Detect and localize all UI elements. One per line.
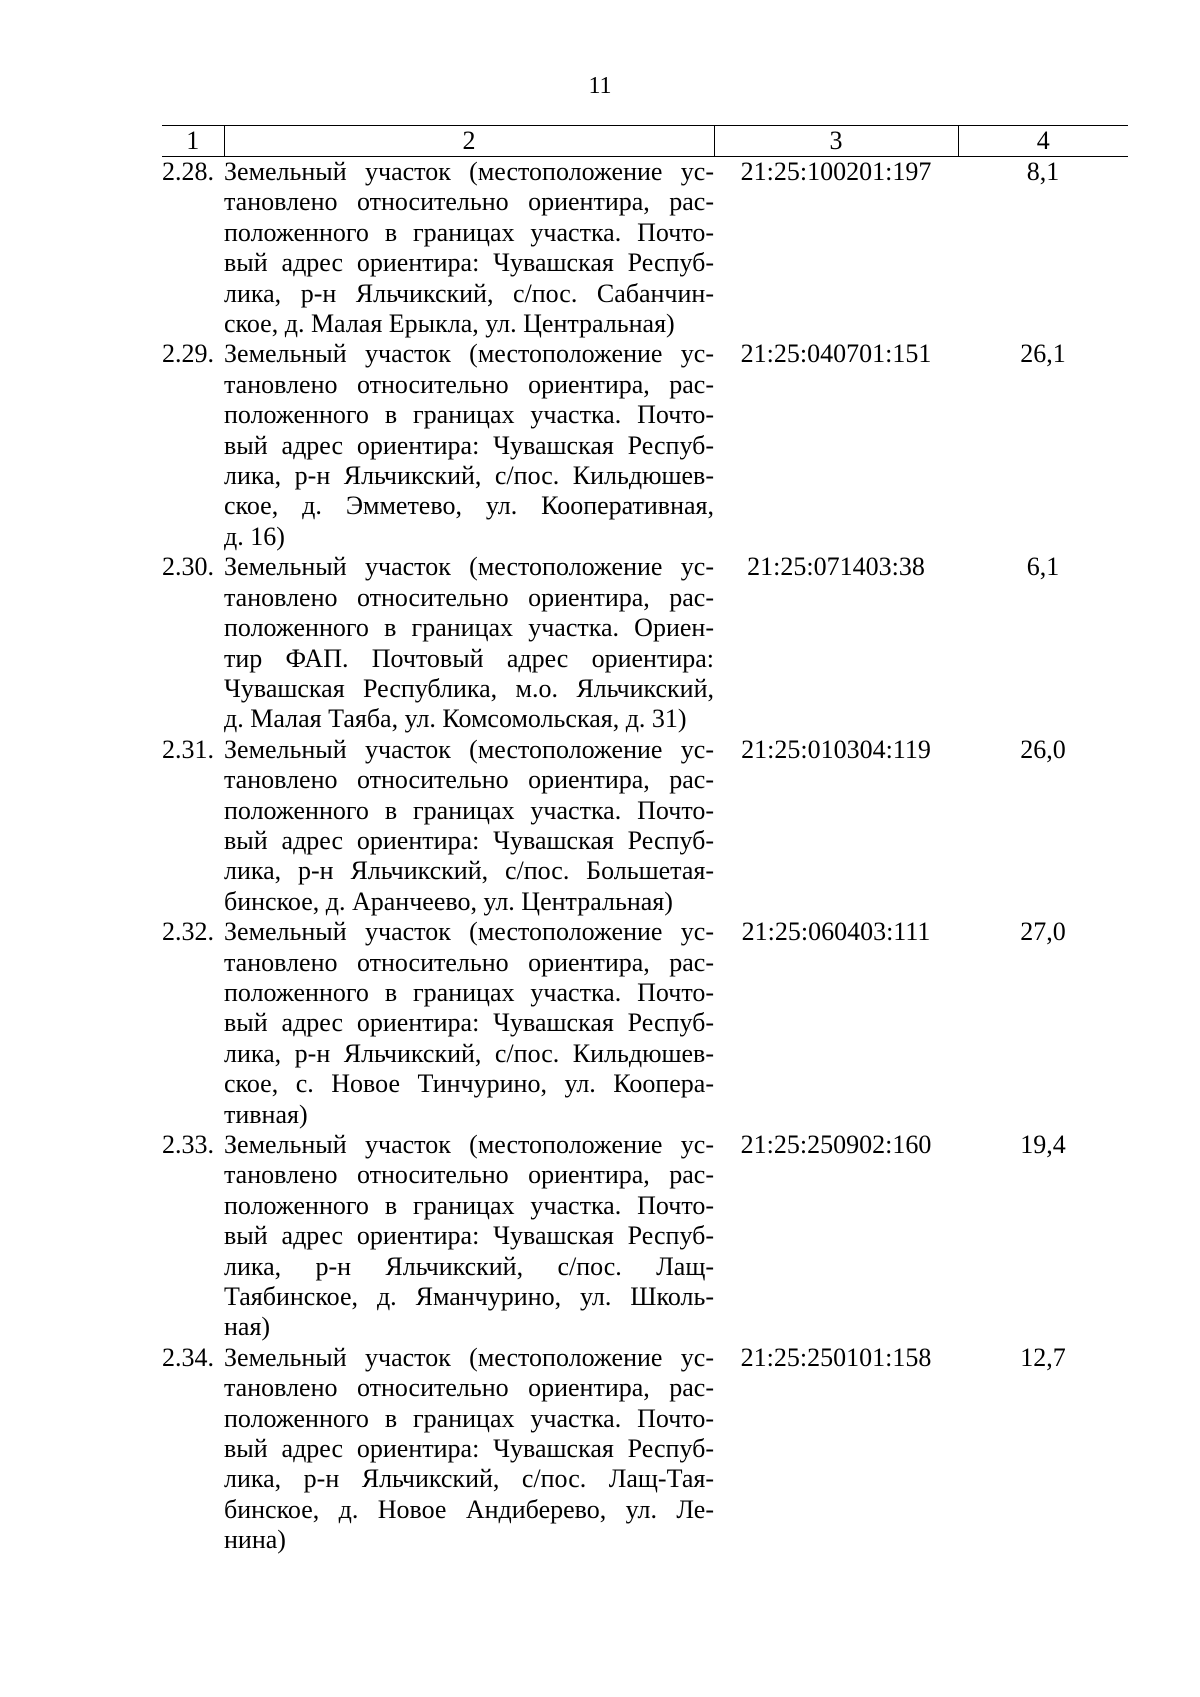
description-line: лика, р-н Яльчикский, с/пос. Лащ-Тая- bbox=[224, 1464, 714, 1494]
area-value: 26,1 bbox=[1020, 339, 1066, 369]
description-line: вый адрес ориентира: Чувашская Респуб- bbox=[224, 1221, 714, 1251]
description-line: вый адрес ориентира: Чувашская Респуб- bbox=[224, 1008, 714, 1038]
description-line: вый адрес ориентира: Чувашская Респуб- bbox=[224, 825, 714, 855]
description-line: ское, д. Эмметево, ул. Кооперативная, bbox=[224, 491, 714, 521]
description-line: тановлено относительно ориентира, рас- bbox=[224, 947, 714, 977]
table-row bbox=[162, 339, 1128, 552]
description-line: тановлено относительно ориентира, рас- bbox=[224, 369, 714, 399]
description-line: лика, р-н Яльчикский, с/пос. Кильдюшев- bbox=[224, 1038, 714, 1068]
cadastral-number: 21:25:060403:111 bbox=[741, 917, 931, 947]
description-line: Земельный участок (местоположение ус- bbox=[224, 1130, 714, 1159]
description-line: нина) bbox=[224, 1525, 286, 1555]
description-line: тановлено относительно ориентира, рас- bbox=[224, 1373, 714, 1403]
description-line: Земельный участок (местоположение ус- bbox=[224, 734, 714, 764]
description-line: тир ФАП. Почтовый адрес ориентира: bbox=[224, 643, 714, 673]
description-line: положенного в границах участка. Почто- bbox=[224, 400, 714, 430]
cadastral-number: 21:25:100201:197 bbox=[740, 157, 932, 186]
table-row bbox=[162, 917, 1128, 1130]
table-row bbox=[162, 735, 1128, 917]
description-line: тивная) bbox=[224, 1099, 308, 1129]
column-header-1: 1 bbox=[162, 126, 224, 157]
description-line: д. 16) bbox=[224, 521, 285, 551]
land-plots-table bbox=[162, 125, 1128, 1556]
item-number: 2.33. bbox=[162, 1130, 214, 1159]
plot-description bbox=[224, 552, 714, 734]
plot-description bbox=[224, 917, 714, 1130]
description-line: вый адрес ориентира: Чувашская Респуб- bbox=[224, 1434, 714, 1464]
plot-description bbox=[224, 1130, 714, 1343]
description-line: Чувашская Республика, м.о. Яльчикский, bbox=[224, 673, 714, 703]
description-line: положенного в границах участка. Ориен- bbox=[224, 613, 714, 643]
area-value: 12,7 bbox=[1020, 1342, 1066, 1372]
description-line: положенного в границах участка. Почто- bbox=[224, 1190, 714, 1220]
item-number: 2.32. bbox=[162, 917, 214, 947]
table-row bbox=[162, 552, 1128, 734]
description-line: лика, р-н Яльчикский, с/пос. Кильдюшев- bbox=[224, 461, 714, 491]
table-row bbox=[162, 1343, 1128, 1556]
description-line: вый адрес ориентира: Чувашская Респуб- bbox=[224, 248, 714, 278]
area-value: 19,4 bbox=[1020, 1130, 1066, 1159]
description-line: тановлено относительно ориентира, рас- bbox=[224, 765, 714, 795]
cadastral-number: 21:25:010304:119 bbox=[741, 734, 931, 764]
plot-description bbox=[224, 157, 714, 340]
area-value: 8,1 bbox=[1026, 157, 1060, 186]
cadastral-number: 21:25:250101:158 bbox=[740, 1342, 932, 1372]
column-header-4: 4 bbox=[958, 126, 1128, 157]
description-line: ское, с. Новое Тинчурино, ул. Коопера- bbox=[224, 1069, 714, 1099]
description-line: ское, д. Малая Ерыкла, ул. Центральная) bbox=[224, 309, 675, 339]
description-line: Земельный участок (местоположение ус- bbox=[224, 552, 714, 582]
description-line: вый адрес ориентира: Чувашская Респуб- bbox=[224, 430, 714, 460]
description-line: положенного в границах участка. Почто- bbox=[224, 1403, 714, 1433]
item-number: 2.31. bbox=[162, 734, 214, 764]
description-line: тановлено относительно ориентира, рас- bbox=[224, 187, 714, 217]
table-body bbox=[162, 157, 1128, 1556]
description-line: Земельный участок (местоположение ус- bbox=[224, 339, 714, 369]
description-line: положенного в границах участка. Почто- bbox=[224, 217, 714, 247]
table-header-row bbox=[162, 126, 1128, 157]
area-value: 6,1 bbox=[1026, 552, 1060, 582]
plot-description bbox=[224, 339, 714, 552]
page-number: 11 bbox=[588, 73, 612, 99]
description-line: лика, р-н Яльчикский, с/пос. Большетая- bbox=[224, 856, 714, 886]
item-number: 2.34. bbox=[162, 1342, 214, 1372]
description-line: бинское, д. Аранчеево, ул. Центральная) bbox=[224, 886, 673, 916]
description-line: Таябинское, д. Яманчурино, ул. Школь- bbox=[224, 1282, 714, 1312]
table-row bbox=[162, 157, 1128, 340]
item-number: 2.29. bbox=[162, 339, 214, 369]
description-line: тановлено относительно ориентира, рас- bbox=[224, 582, 714, 612]
description-line: ная) bbox=[224, 1312, 271, 1342]
item-number: 2.30. bbox=[162, 552, 214, 582]
description-line: тановлено относительно ориентира, рас- bbox=[224, 1160, 714, 1190]
item-number: 2.28. bbox=[162, 157, 214, 186]
cadastral-number: 21:25:250902:160 bbox=[740, 1130, 932, 1159]
column-header-2: 2 bbox=[224, 126, 714, 157]
plot-description bbox=[224, 1343, 714, 1556]
description-line: лика, р-н Яльчикский, с/пос. Лащ- bbox=[224, 1251, 714, 1281]
plot-description bbox=[224, 735, 714, 917]
description-line: положенного в границах участка. Почто- bbox=[224, 795, 714, 825]
column-header-3: 3 bbox=[714, 126, 958, 157]
description-line: Земельный участок (местоположение ус- bbox=[224, 917, 714, 947]
description-line: Земельный участок (местоположение ус- bbox=[224, 157, 714, 186]
description-line: лика, р-н Яльчикский, с/пос. Сабанчин- bbox=[224, 278, 714, 308]
description-line: д. Малая Таяба, ул. Комсомольская, д. 31) bbox=[224, 704, 687, 734]
cadastral-number: 21:25:040701:151 bbox=[740, 339, 932, 369]
area-value: 27,0 bbox=[1020, 917, 1066, 947]
cadastral-number: 21:25:071403:38 bbox=[747, 552, 925, 582]
description-line: Земельный участок (местоположение ус- bbox=[224, 1342, 714, 1372]
description-line: положенного в границах участка. Почто- bbox=[224, 977, 714, 1007]
description-line: бинское, д. Новое Андиберево, ул. Ле- bbox=[224, 1494, 714, 1524]
area-value: 26,0 bbox=[1020, 734, 1066, 764]
table-row bbox=[162, 1130, 1128, 1343]
